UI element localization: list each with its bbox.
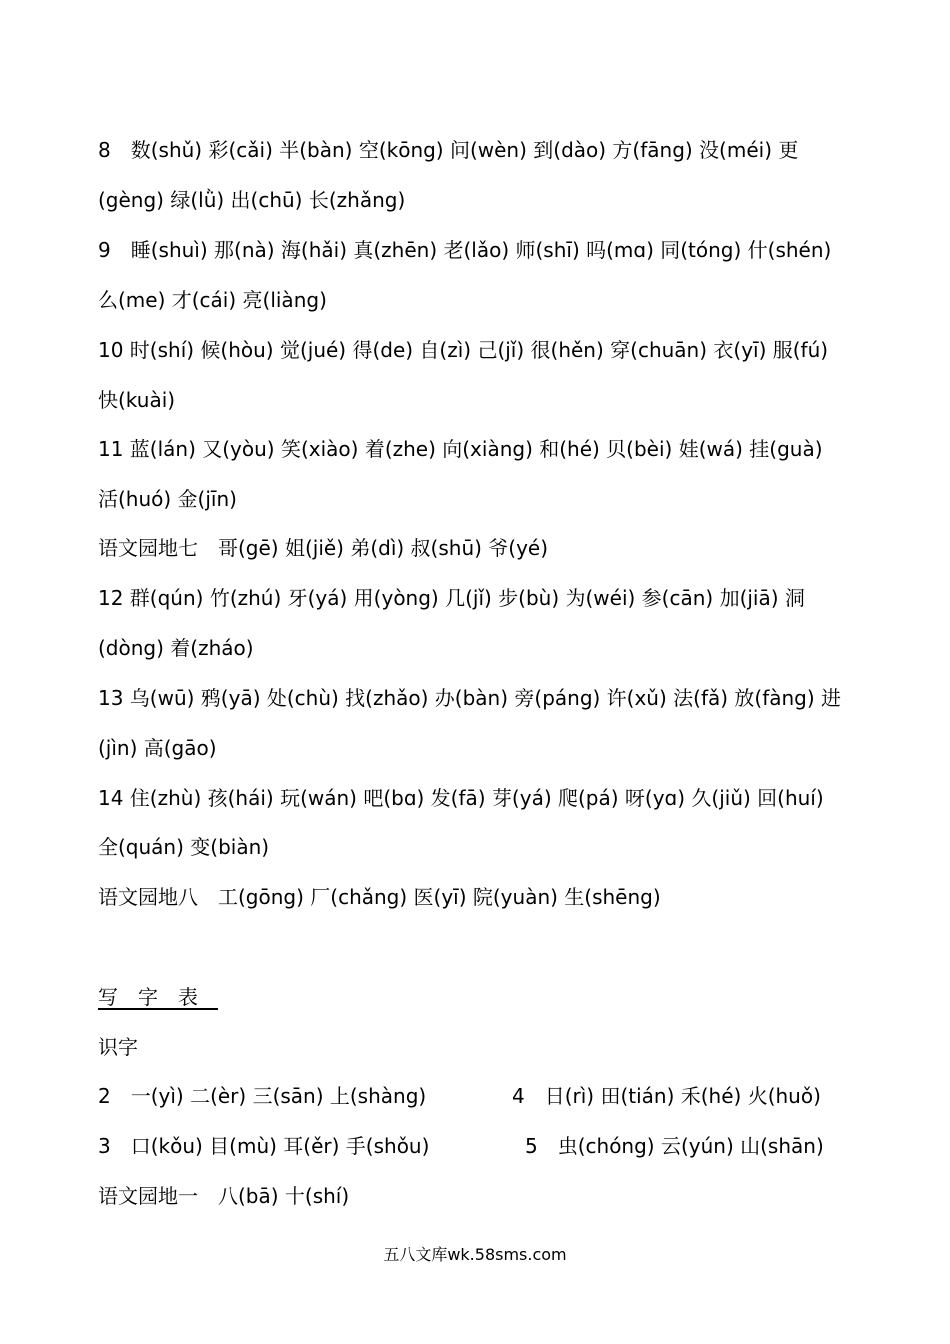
writing-row-left: 2 一(yì) 二(èr) 三(sān) 上(shàng) (98, 1084, 427, 1108)
reading-line: (jìn) 高(gāo) (98, 736, 217, 760)
writing-last-line: 语文园地一 八(bā) 十(shí) (98, 1184, 350, 1208)
reading-line: (gèng) 绿(lǜ) 出(chū) 长(zhǎng) (98, 188, 406, 212)
reading-line: 9 睡(shuì) 那(nà) 海(hǎi) 真(zhēn) 老(lǎo) 师(shī) 吗(mɑ) 同(tóng) 什(shén) (98, 238, 832, 262)
reading-line: 10 时(shí) 候(hòu) 觉(jué) 得(de) 自(zì) 己(jǐ) 很(hěn) 穿(chuān) 衣(yī) 服(fú) (98, 338, 829, 362)
writing-row-left: 3 口(kǒu) 目(mù) 耳(ěr) 手(shǒu) (98, 1134, 430, 1158)
writing-row-right: 5 虫(chóng) 云(yún) 山(shān) (525, 1134, 824, 1158)
reading-line: 活(huó) 金(jīn) (98, 487, 237, 511)
reading-line: 8 数(shǔ) 彩(cǎi) 半(bàn) 空(kōng) 问(wèn) 到(dào) 方(fāng) 没(méi) 更 (98, 138, 799, 162)
reading-line: 么(me) 才(cái) 亮(liàng) (98, 288, 327, 312)
reading-line: 12 群(qún) 竹(zhú) 牙(yá) 用(yòng) 几(jǐ) 步(bù) 为(wéi) 参(cān) 加(jiā) 洞 (98, 586, 805, 610)
reading-line: 快(kuài) (98, 388, 176, 412)
reading-line: 14 住(zhù) 孩(hái) 玩(wán) 吧(bɑ) 发(fā) 芽(yá) 爬(pá) 呀(yɑ) 久(jiǔ) 回(huí) (98, 786, 824, 810)
reading-line: (dòng) 着(zháo) (98, 636, 254, 660)
reading-line: 语文园地七 哥(gē) 姐(jiě) 弟(dì) 叔(shū) 爷(yé) (98, 536, 549, 560)
writing-row-right: 4 日(rì) 田(tián) 禾(hé) 火(huǒ) (512, 1084, 821, 1108)
reading-line: 全(quán) 变(biàn) (98, 835, 270, 859)
section-heading: 写字表 (98, 985, 218, 1009)
reading-line: 11 蓝(lán) 又(yòu) 笑(xiào) 着(zhe) 向(xiàng) 和(hé) 贝(bèi) 娃(wá) 挂(guà) (98, 437, 823, 461)
section-subheading: 识字 (98, 1035, 138, 1059)
reading-line: 13 乌(wū) 鸦(yā) 处(chù) 找(zhǎo) 办(bàn) 旁(páng) 许(xǔ) 法(fǎ) 放(fàng) 进 (98, 686, 842, 710)
reading-line: 语文园地八 工(gōng) 厂(chǎng) 医(yī) 院(yuàn) 生(shēng) (98, 885, 661, 909)
footer-watermark: 五八文库wk.58sms.com (383, 1245, 567, 1264)
